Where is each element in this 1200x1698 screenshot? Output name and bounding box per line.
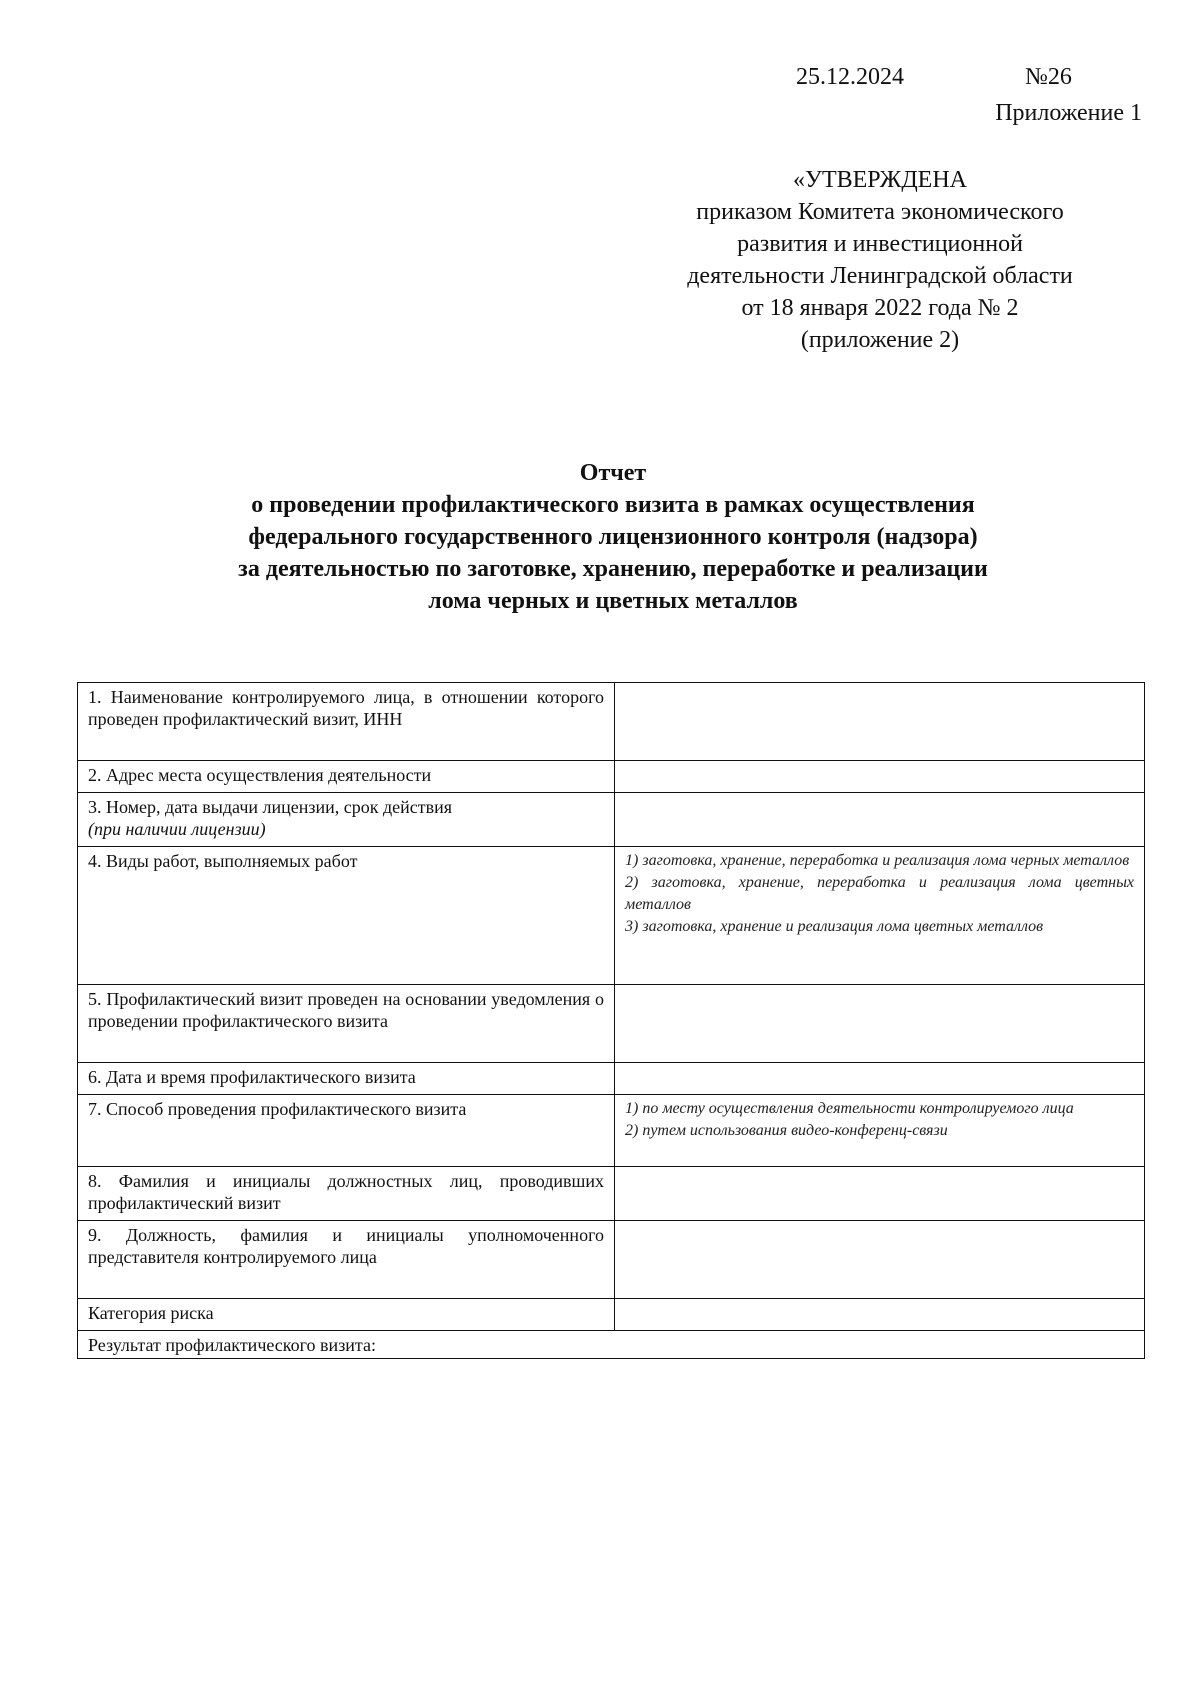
row-value xyxy=(615,1167,1145,1221)
approval-line: (приложение 2) xyxy=(800,327,960,353)
table-row xyxy=(78,683,1145,761)
row-label: 7. Способ проведения профилактического визита xyxy=(78,1095,615,1167)
report-title xyxy=(80,457,1146,617)
title-line: за деятельностью по заготовке, хранению, переработке и реализации xyxy=(238,556,988,582)
report-table xyxy=(77,682,1145,1359)
approval-stamp xyxy=(640,164,1120,356)
row-label: Категория риска xyxy=(78,1299,615,1331)
row-value xyxy=(615,683,1145,761)
value-line: 2) путем использования видео-конференц-связи xyxy=(625,1122,948,1139)
title-line: лома черных и цветных металлов xyxy=(428,588,798,614)
row-value xyxy=(615,1095,1145,1167)
result-label: Результат профилактического визита: xyxy=(78,1331,1145,1359)
row-label: 9. Должность, фамилия и инициалы уполномоченного представителя контролируемого лица xyxy=(78,1221,615,1299)
value-line: 1) по месту осуществления деятельности контролируемого лица xyxy=(625,1100,1074,1117)
approval-line: от 18 января 2022 года № 2 xyxy=(741,295,1019,321)
approval-line: развития и инвестиционной xyxy=(737,231,1023,257)
approval-line: «УТВЕРЖДЕНА xyxy=(792,167,968,193)
row-value xyxy=(615,985,1145,1063)
title-line: федерального государственного лицензионного контроля (надзора) xyxy=(248,524,978,550)
table-row-result xyxy=(78,1331,1145,1359)
row-label: 2. Адрес места осуществления деятельности xyxy=(78,761,615,793)
row-label: 1. Наименование контролируемого лица, в отношении которого проведен профилактический визит, ИНН xyxy=(78,683,615,761)
row-value xyxy=(615,1063,1145,1095)
table-row xyxy=(78,1095,1145,1167)
row-label: 4. Виды работ, выполняемых работ xyxy=(78,847,615,985)
table-row xyxy=(78,985,1145,1063)
approval-line: деятельности Ленинградской области xyxy=(687,263,1073,289)
value-line: 1) заготовка, хранение, переработка и реализация лома черных металлов xyxy=(625,852,1130,869)
approval-line: приказом Комитета экономического xyxy=(696,199,1064,225)
row-label: 5. Профилактический визит проведен на основании уведомления о проведении профилактического визита xyxy=(78,985,615,1063)
table-row xyxy=(78,847,1145,985)
title-line: о проведении профилактического визита в рамках осуществления xyxy=(251,492,975,518)
table-row xyxy=(78,793,1145,847)
row-label-cell xyxy=(78,793,615,847)
document-number: №26 xyxy=(1025,64,1072,90)
appendix-label: Приложение 1 xyxy=(995,100,1142,126)
title-line: Отчет xyxy=(579,460,647,486)
row-label: 6. Дата и время профилактического визита xyxy=(78,1063,615,1095)
value-line: 3) заготовка, хранение и реализация лома цветных металлов xyxy=(625,918,1044,935)
row-value xyxy=(615,1221,1145,1299)
row-value xyxy=(615,847,1145,985)
row-label: 8. Фамилия и инициалы должностных лиц, проводивших профилактический визит xyxy=(78,1167,615,1221)
row-value xyxy=(615,793,1145,847)
table-row xyxy=(78,1221,1145,1299)
row-value xyxy=(615,1299,1145,1331)
value-line: 2) заготовка, хранение, переработка и реализация лома цветных металлов xyxy=(625,874,1134,913)
table-row xyxy=(78,1299,1145,1331)
row-hint: (при наличии лицензии) xyxy=(88,819,266,839)
table-row xyxy=(78,761,1145,793)
row-label: 3. Номер, дата выдачи лицензии, срок действия xyxy=(88,797,453,817)
table-row xyxy=(78,1063,1145,1095)
document-date: 25.12.2024 xyxy=(796,64,904,90)
row-value xyxy=(615,761,1145,793)
table-row xyxy=(78,1167,1145,1221)
